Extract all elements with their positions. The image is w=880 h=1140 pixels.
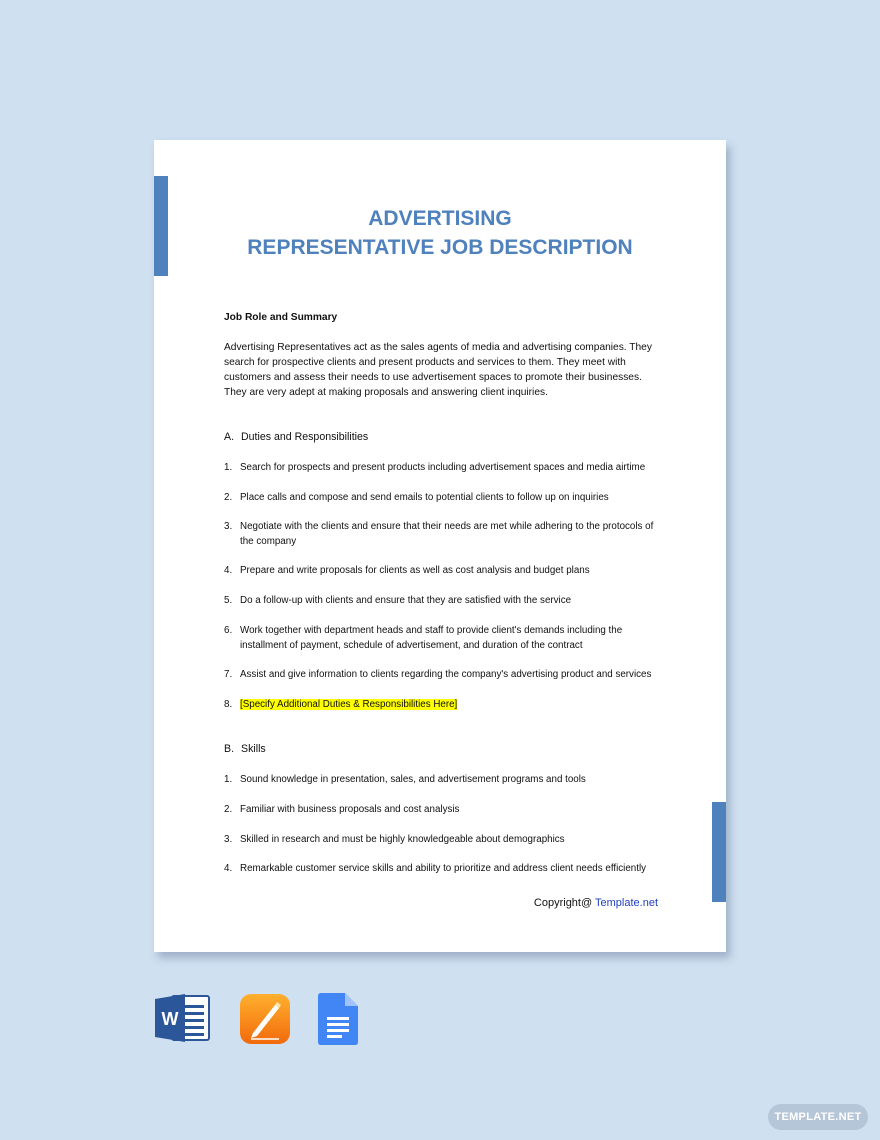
duty-item-placeholder: [224, 697, 664, 712]
duty-item-text: Prepare and write proposals for clients as well as cost analysis and budget plans: [240, 565, 590, 576]
duty-item-number: 8.: [224, 699, 233, 710]
duties-section-title: Duties and Responsibilities: [241, 431, 369, 443]
title-line-2: REPRESENTATIVE JOB DESCRIPTION: [247, 236, 633, 259]
duty-item-text: Place calls and compose and send emails to potential clients to follow up on inquiries: [240, 492, 609, 503]
skill-item: [224, 832, 664, 847]
skill-item-text: Sound knowledge in presentation, sales, and advertisement programs and tools: [240, 774, 586, 785]
word-icon[interactable]: [155, 993, 211, 1043]
duty-item-text: Work together with department heads and staff to provide client's demands including the installment of payment, schedule of advertisement, and duration of the contract: [240, 625, 623, 651]
duty-item-number: 2.: [224, 492, 233, 503]
skill-item-text: Familiar with business proposals and cost analysis: [240, 804, 460, 815]
skill-item: [224, 772, 664, 787]
summary-heading: Job Role and Summary: [224, 312, 338, 323]
skills-section-heading: [224, 742, 266, 757]
copyright-label: Copyright@: [533, 897, 593, 909]
skill-item-text: Remarkable customer service skills and ability to prioritize and address client needs efficiently: [240, 863, 647, 874]
duty-item-text: Assist and give information to clients regarding the company's advertising product and services: [240, 669, 652, 680]
skills-section-letter: B.: [224, 743, 235, 755]
duty-item-text: Do a follow-up with clients and ensure that they are satisfied with the service: [240, 595, 572, 606]
duty-item-number: 4.: [224, 565, 233, 576]
skill-item-number: 4.: [224, 863, 233, 874]
duty-item: [224, 623, 664, 653]
duty-item-text: Search for prospects and present products including advertisement spaces and media airtime: [240, 462, 646, 473]
duty-item: [224, 563, 664, 578]
skill-item-number: 1.: [224, 774, 233, 785]
duty-item: [224, 667, 664, 682]
duty-item-number: 1.: [224, 462, 233, 473]
skills-section-title: Skills: [241, 743, 266, 755]
google-docs-icon[interactable]: [318, 993, 358, 1045]
duty-item: [224, 593, 664, 608]
duty-item-number: 6.: [224, 625, 233, 636]
skill-item-number: 3.: [224, 834, 233, 845]
template-net-badge[interactable]: TEMPLATE.NET: [768, 1104, 868, 1130]
skill-item-text: Skilled in research and must be highly knowledgeable about demographics: [240, 834, 565, 845]
word-icon-letter: W: [161, 1009, 179, 1029]
copyright-link[interactable]: Template.net: [595, 897, 658, 909]
skill-item-number: 2.: [224, 804, 233, 815]
title-line-1: ADVERTISING: [368, 207, 512, 230]
skill-item: [224, 861, 664, 876]
duties-section-heading: [224, 430, 368, 445]
copyright-line: [480, 897, 658, 909]
accent-bar-right: [712, 802, 726, 902]
duties-section-letter: A.: [224, 431, 235, 443]
highlighted-placeholder-text: [Specify Additional Duties & Responsibilities Here]: [240, 699, 458, 710]
summary-paragraph: Advertising Representatives act as the sales agents of media and advertising companies. They search for prospective clients and present products and services to them. They meet with customers and assess their needs to use advertisement spaces to promote their businesses. They are very adept at making proposals and answering client inquiries.: [224, 342, 652, 398]
document-title: [154, 204, 726, 262]
skill-item: [224, 802, 664, 817]
duty-item-number: 3.: [224, 521, 233, 532]
duty-item: [224, 519, 664, 549]
pages-icon[interactable]: [239, 993, 291, 1045]
duty-item-number: 7.: [224, 669, 233, 680]
duty-item-text: Negotiate with the clients and ensure that their needs are met while adhering to the protocols of the company: [240, 521, 654, 547]
duty-item: [224, 490, 664, 505]
duty-item-number: 5.: [224, 595, 233, 606]
duty-item: [224, 460, 664, 475]
